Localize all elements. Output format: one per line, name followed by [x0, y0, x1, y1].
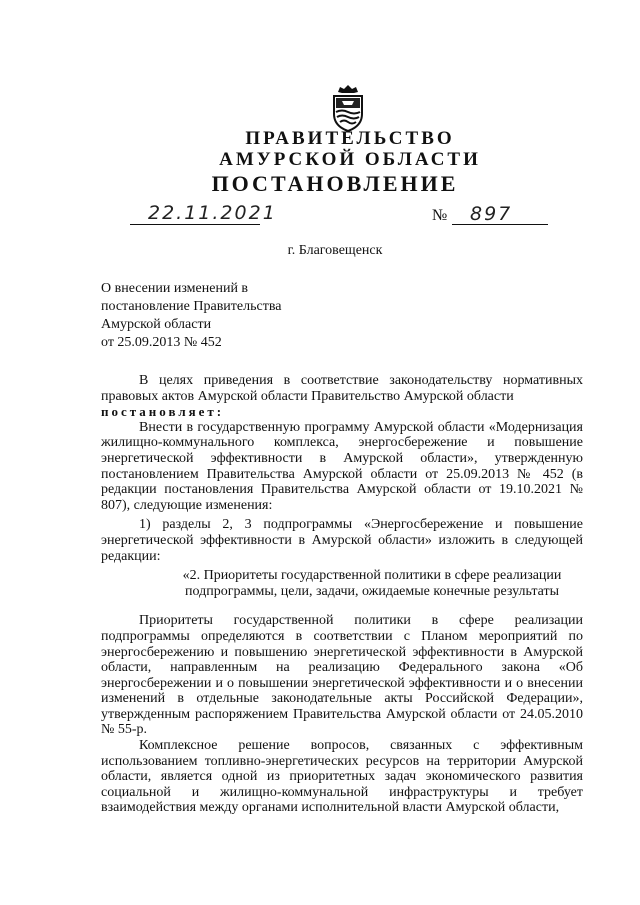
- paragraph: Комплексное решение вопросов, связанных с эффективным использованием топливно-энергетических ресурсов на территории Амурской области, является одной из приоритетных задач экономического развития социальной и жилищно-коммунальной инфраструктуры и требует взаимодействия между органами исполнительной власти Амурской области,: [101, 738, 583, 816]
- org-name-line1: ПРАВИТЕЛЬСТВО: [245, 128, 455, 149]
- section-title: «2. Приоритеты государственной политики в сфере реализации: [182, 568, 562, 584]
- paragraph: Внести в государственную программу Амурской области «Модернизация жилищно-коммунального комплекса, энергосбережение и повышение энергетической эффективности в Амурской области», утвержденную постановлением Правительства Амурской области от 25.09.2013 № 452 (в редакции постановления Правительства Амурской области от 19.10.2021 № 807), следующие изменения:: [101, 419, 583, 513]
- number-sign: №: [432, 207, 448, 224]
- resolves-word: постановляет:: [101, 404, 225, 420]
- document-body: [101, 373, 583, 816]
- coat-of-arms-icon: [328, 84, 368, 132]
- document-date: 22.11.2021: [148, 202, 277, 224]
- section-title: подпрограммы, цели, задачи, ожидаемые конечные результаты: [185, 583, 559, 599]
- date-underline: [130, 224, 260, 225]
- subject-line: Амурской области: [101, 317, 212, 332]
- document-number: 897: [470, 203, 513, 225]
- subject-line: О внесении изменений в: [101, 281, 249, 296]
- paragraph: 1) разделы 2, 3 подпрограммы «Энергосбережение и повышение энергетической эффективности в Амурской области» изложить в следующей редакции:: [101, 517, 583, 564]
- document-type: ПОСТАНОВЛЕНИЕ: [211, 171, 459, 196]
- number-underline: [452, 224, 548, 225]
- subject-line: постановление Правительства: [101, 299, 282, 314]
- subject-block: [101, 280, 281, 352]
- city: г. Благовещенск: [287, 243, 383, 258]
- subject-line: от 25.09.2013 № 452: [101, 335, 222, 350]
- preamble-paragraph: В целях приведения в соответствие законодательству нормативных правовых актов Амурской области Правительство Амурской области: [101, 373, 583, 404]
- org-name-line2: АМУРСКОЙ ОБЛАСТИ: [219, 149, 481, 170]
- paragraph: Приоритеты государственной политики в сфере реализации подпрограммы определяются в соответствии с Планом мероприятий по энергосбережению и повышению энергетической эффективности в Амурской области, направленным на реализацию Федерального закона «Об энергосбережении и о повышении энергетической эффективности и о внесении изменений в отдельные законодательные акты Российской Федерации», утвержденным распоряжением Правительства Амурской области от 24.05.2010 № 55-р.: [101, 613, 583, 738]
